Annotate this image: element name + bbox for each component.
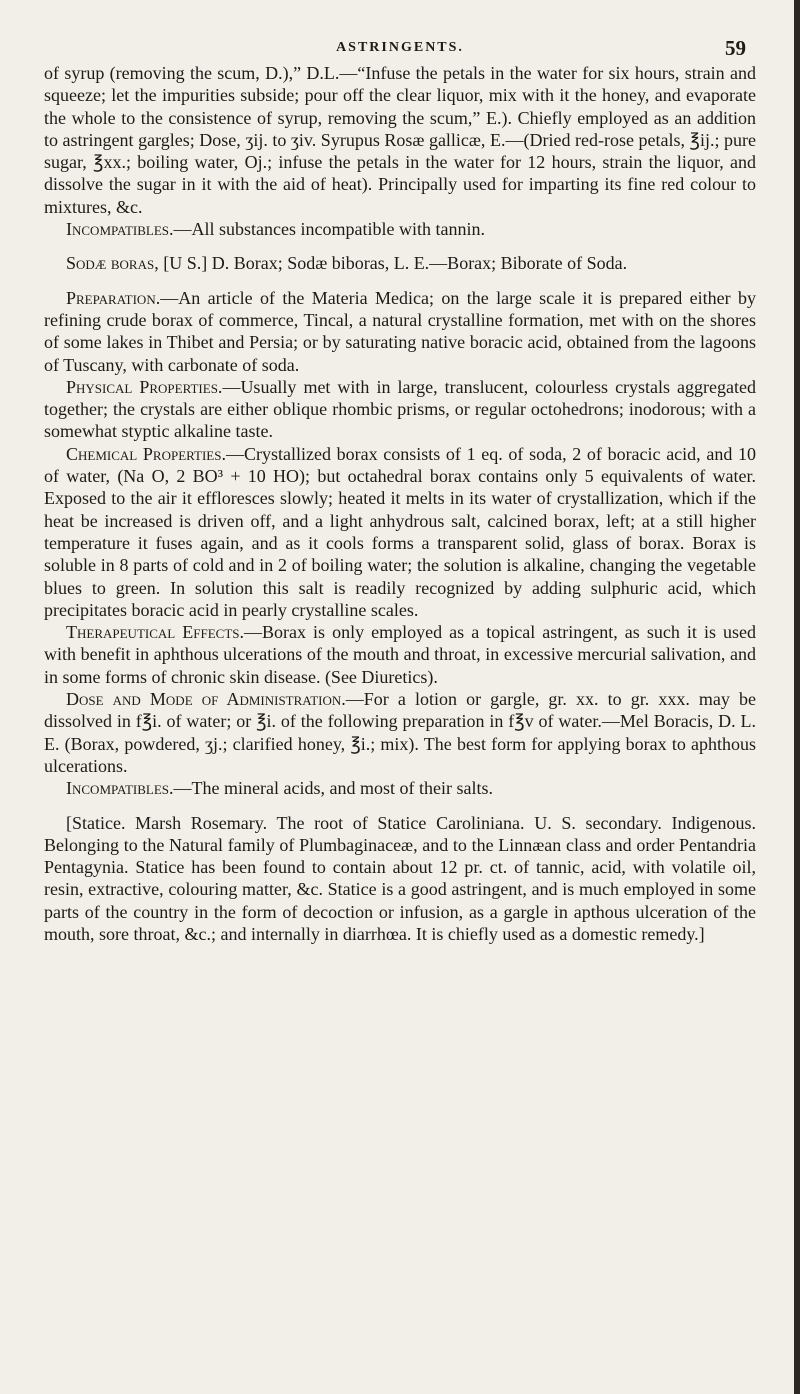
section-lead: Dose and Mode of Administration. (66, 689, 346, 710)
section-text: —For a lotion or gargle, gr. xx. to gr. xxx. may be dissolved in f℥i. of water; or ℥i. of the following preparation in f℥v of water.—Mel Boracis, D. L. E. (Borax, powdered, ʒj.; clarified honey, ℥i.; mix). The best form for applying borax to aphthous ulcerations. (44, 689, 756, 776)
section-text: —Crystallized borax consists of 1 eq. of soda, 2 of boracic acid, and 10 of water, (Na O, 2 BO³ + 10 HO); but octahedral borax contains only 5 equivalents of water. Exposed to the air it effloresces slowly; heated it melts in its water of crystallization, which if the heat be increased is driven off, and a light anhydrous salt, calcined borax, left; at a still higher temperature it fuses again, and as it cools forms a transparent solid, glass of borax. Borax is soluble in 8 parts of cold and in 2 of boiling water; the solution is alkaline, changing the vegetable blues to green. In solution this salt is readily recognized by adding sulphuric acid, which precipitates boracic acid in pearly crystalline scales. (44, 443, 756, 620)
page-edge (794, 0, 800, 1394)
paragraph-borax-title (44, 252, 756, 274)
section-text: [U S.] D. Borax; Sodæ biboras, L. E.—Borax; Biborate of Soda. (158, 253, 628, 274)
running-title: ASTRINGENTS. (336, 40, 464, 55)
paragraph-statice: [Statice. Marsh Rosemary. The root of Statice Caroliniana. U. S. secondary. Indigenous. Belonging to the Natural family of Plumbaginaceæ, and to the Linnæan class and order Pentandria Pentagynia. Statice has been found to contain about 12 pr. ct. of tannic, acid, with volatile oil, resin, extractive, colouring matter, &c. Statice is a good astringent, and is much employed in some parts of the country in the form of decoction or infusion, as a gargle in apthous ulceration of the mouth, sore throat, &c.; and internally in diarrhœa. It is chiefly used as a domestic remedy.] (44, 812, 756, 944)
section-text: —Borax is only employed as a topical astringent, as such it is used with benefit in aphthous ulcerations of the mouth and throat, in excessive mercurial salivation, and in some forms of chronic skin disease. (See Diuretics). (44, 622, 756, 687)
section-text: —An article of the Materia Medica; on the large scale it is prepared either by refining crude borax of commerce, Tincal, a natural crystalline formation, met with on the shores of some lakes in Thibet and Persia; or by saturating native boracic acid, obtained from the lagoons of Tuscany, with carbonate of soda. (44, 287, 756, 375)
paragraph-incompatibles-1 (44, 218, 756, 240)
section-lead: Incompatibles. (66, 778, 174, 799)
section-text: —All substances incompatible with tannin. (173, 219, 485, 240)
section-lead: Preparation. (66, 287, 161, 308)
paragraph-therapeutical-effects (44, 621, 756, 688)
section-lead: Incompatibles. (66, 219, 174, 240)
section-lead: Physical Properties. (66, 376, 223, 397)
section-text: —Usually met with in large, translucent, colourless crystals aggregated together; the crystals are either oblique rhombic prisms, or regular octohedrons; inodorous; with a somewhat styptic alkaline taste. (44, 376, 757, 442)
section-lead: Chemical Properties. (66, 443, 226, 464)
paragraph-chemical-properties (44, 443, 756, 621)
paragraph-physical-properties (44, 376, 756, 443)
page-header (44, 28, 756, 62)
paragraph-syrup: of syrup (removing the scum, D.),” D.L.—“Infuse the petals in the water for six hours, strain and squeeze; let the impurities subside; pour off the clear liquor, mix with it the honey, and evaporate the whole to the consistence of syrup, removing the scum,” E.). Chiefly employed as an addition to astringent gargles; Dose, ʒij. to ʒiv. Syrupus Rosæ gallicæ, E.—(Dried red-rose petals, ℥ij.; pure sugar, ℥xx.; boiling water, Oj.; infuse the petals in the water for 12 hours, strain the liquor, and dissolve the sugar in it with the aid of heat). Principally used for imparting its fine red colour to mixtures, &c. (44, 63, 756, 217)
section-lead: Therapeutical Effects. (66, 622, 244, 643)
page-body (44, 62, 756, 945)
section-lead: Sodæ boras, (66, 253, 159, 274)
paragraph-incompatibles-2 (44, 777, 756, 799)
paragraph-preparation (44, 287, 756, 376)
section-text: —The mineral acids, and most of their salts. (173, 778, 493, 799)
page-number: 59 (725, 36, 746, 60)
paragraph-dose (44, 688, 756, 777)
